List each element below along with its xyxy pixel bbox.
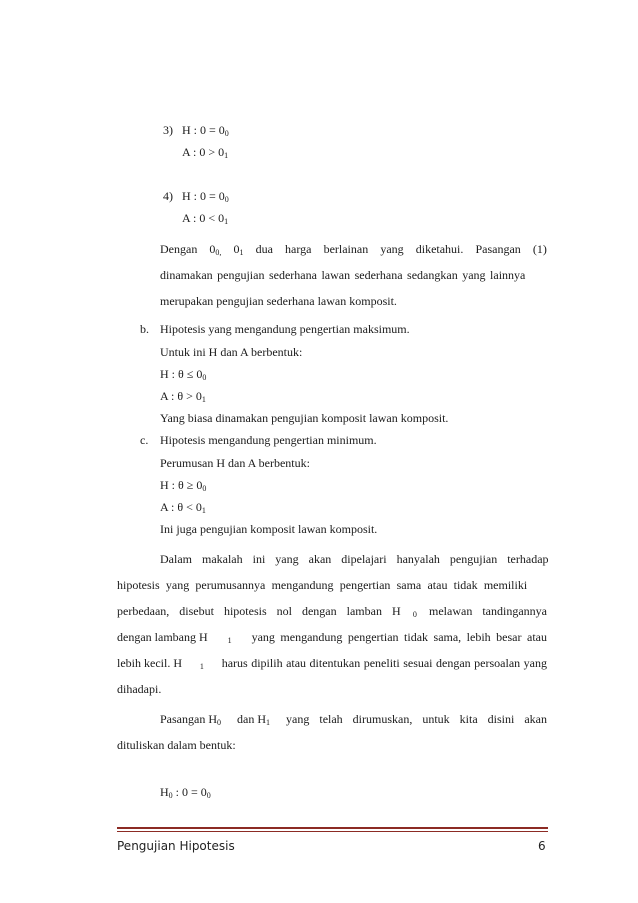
para1-word: berlainan: [323, 242, 369, 256]
item-4-a-text: A : 0 < 0: [182, 211, 225, 225]
item-3-h: [182, 123, 229, 137]
section-b-a: A : $\theta > 0_1$: [160, 389, 206, 404]
para2-line5: lebih kecil. H $_1$ harus dipilih atau ditentukan peneliti sesuai dengan persoalan yang: [117, 656, 547, 671]
section-c-label: c.: [140, 433, 149, 447]
item-3-number: 3): [163, 123, 173, 137]
footer-title: Pengujian Hipotesis: [117, 839, 235, 853]
item-4-a-sub: 1: [224, 217, 229, 226]
para1-line3: merupakan pengujian sederhana lawan komposit.: [160, 294, 397, 308]
para2-line1: Dalam makalah ini yang akan dipelajari hanyalah pengujian terhadap: [160, 552, 549, 566]
section-c-note: Ini juga pengujian komposit lawan komposit.: [160, 522, 378, 536]
item-4-h-sub: 0: [224, 195, 229, 204]
section-c-title: Hipotesis mengandung pengertian minimum.: [160, 433, 377, 447]
item-3-a: [182, 145, 228, 159]
para1-word: dua: [255, 242, 273, 256]
para1-word: (1): [532, 242, 547, 256]
para1-word: harga: [285, 242, 312, 256]
section-b-line1: Untuk ini H dan A berbentuk:: [160, 345, 303, 359]
item-4-h: [182, 189, 229, 203]
para1-word: Pasangan: [475, 242, 521, 256]
item-4-a: [182, 211, 228, 225]
para2-line4: dengan lambang H $_1$ yang mengandung pengertian tidak sama, lebih besar atau: [117, 630, 547, 645]
para1-word: Dengan: [160, 242, 198, 256]
para2-line2: hipotesis yang perumusannya mengandung pengertian sama atau tidak memiliki: [117, 578, 528, 592]
section-c-line1: Perumusan H dan A berbentuk:: [160, 456, 310, 470]
section-c-h: H : $\theta \ge 0_0$: [160, 478, 207, 493]
footer-rule: [117, 827, 548, 829]
item-3-h-sub: 0: [224, 129, 229, 138]
section-b-note: Yang biasa dinamakan pengujian komposit lawan komposit.: [160, 411, 449, 425]
section-b-title: Hipotesis yang mengandung pengertian maksimum.: [160, 322, 410, 336]
item-4-number: 4): [163, 189, 173, 203]
para1-word: diketahui.: [415, 242, 464, 256]
para1-word: yang: [380, 242, 404, 256]
para1-line1: [160, 242, 547, 256]
page-number: 6: [538, 839, 546, 853]
para1-theta0: $0_{0,}$: [209, 242, 222, 257]
para3-line1: Pasangan $H_0$ dan $H_1$ yang telah dirumuskan, untuk kita disini akan: [160, 712, 547, 727]
footer-rule-thin: [117, 831, 548, 832]
para2-line3: perbedaan, disebut hipotesis nol dengan lamban H $_0$ melawan tandingannya: [117, 604, 547, 619]
section-b-label: b.: [140, 322, 149, 336]
para1-line2: dinamakan pengujian sederhana lawan sederhana sedangkan yang lainnya: [160, 268, 526, 282]
final-formula: $H_0$ : $0 = 0_0$: [160, 785, 211, 800]
section-c-a: A : $\theta < 0_1$: [160, 500, 206, 515]
para2-line6: dihadapi.: [117, 682, 162, 696]
item-3-a-text: A : 0 > 0: [182, 145, 225, 159]
para3-line2: dituliskan dalam bentuk:: [117, 738, 236, 752]
item-3-a-sub: 1: [224, 151, 229, 160]
item-4-h-text: H : 0 = 0: [182, 189, 225, 203]
para1-theta1: $0_1$: [233, 242, 244, 257]
section-b-h: H : $\theta \le 0_0$: [160, 367, 207, 382]
item-3-h-text: H : 0 = 0: [182, 123, 225, 137]
